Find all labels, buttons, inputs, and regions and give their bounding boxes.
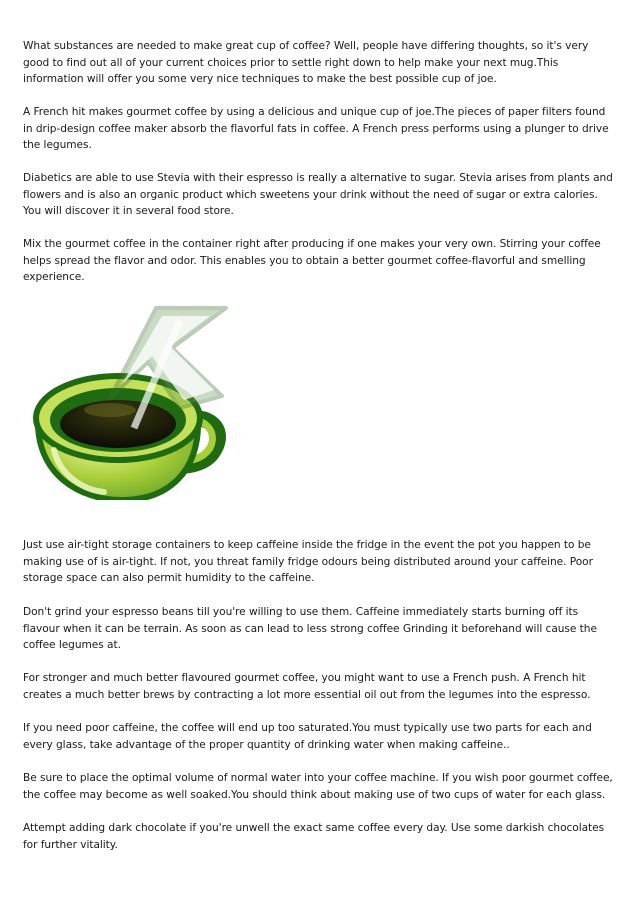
paragraph-stirring: Mix the gourmet coffee in the container right after producing if one makes your very own. Stirring your coffee helps spread the flavor and odor. This enables you to obtain a better gourmet coffee-flavorful and smelling experience. bbox=[23, 238, 601, 283]
paragraph-grinding: Don't grind your espresso beans till you're willing to use them. Caffeine immediately starts burning off its flavour when it can be terrain. As soon as can lead to less strong coffee Grinding it beforehand will cause the coffee legumes at. bbox=[23, 606, 597, 651]
paragraph-water-volume: Be sure to place the optimal volume of normal water into your coffee machine. If you wish poor gourmet coffee, the coffee may become as well soaked.You should think about making use of two cups of water for each glass. bbox=[23, 772, 613, 801]
paragraph-stevia: Diabetics are able to use Stevia with their espresso is really a alternative to sugar. Stevia arises from plants and flowers and is also an organic product which sweetens your drink without the need of sugar or extra calories. You will discover it in several food store. bbox=[23, 172, 613, 217]
paragraph-french-push: For stronger and much better flavoured gourmet coffee, you might want to use a French push. A French hit creates a much better brews by contracting a lot more essential oil out from the legumes into the espresso. bbox=[23, 672, 591, 701]
paragraph-chocolate: Attempt adding dark chocolate if you're unwell the exact same coffee every day. Use some darkish chocolates for further vitality. bbox=[23, 822, 605, 851]
paragraph-intro: What substances are needed to make great cup of coffee? Well, people have differing thoughts, so it's very good to find out all of your current choices prior to settle right down to help make your next mug.This information will offer you some very nice techniques to make the best possible cup of joe. bbox=[23, 40, 589, 85]
paragraph-saturated: If you need poor caffeine, the coffee will end up too saturated.You must typically use two parts for each and every glass, take advantage of the proper quantity of drinking water when making caffeine.. bbox=[23, 722, 592, 751]
paragraph-storage: Just use air-tight storage containers to keep caffeine inside the fridge in the event the pot you happen to be making use of is air-tight. If not, you threat family fridge odours being distributed around your caffeine. Poor storage space can also permit humidity to the caffeine. bbox=[23, 539, 593, 584]
coffee-cup-with-arrow-icon bbox=[30, 300, 230, 500]
paragraph-french-press: A French hit makes gourmet coffee by using a delicious and unique cup of joe.The pieces of paper filters found in drip-design coffee maker absorb the flavorful fats in coffee. A French press performs using a plunger to drive the legumes. bbox=[23, 106, 609, 151]
